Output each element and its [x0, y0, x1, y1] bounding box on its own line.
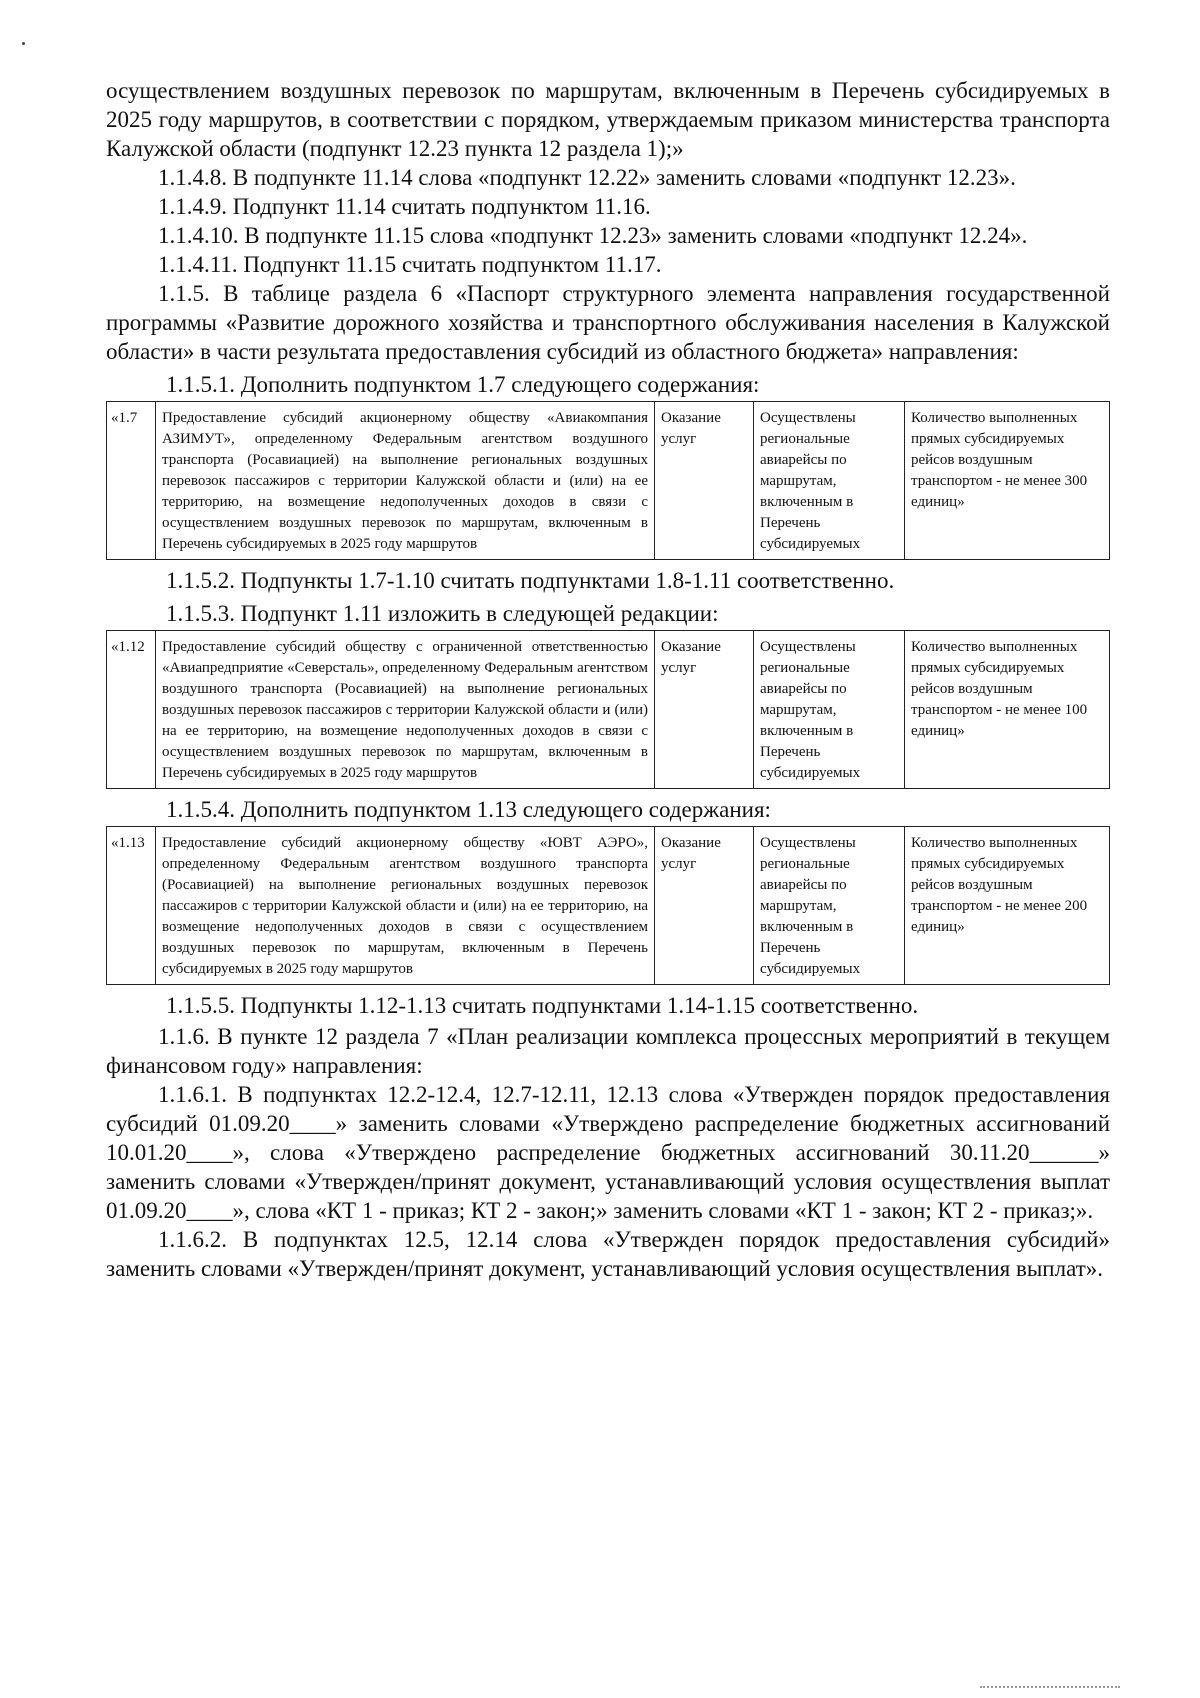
paragraph-1155: 1.1.5.5. Подпункты 1.12-1.13 считать подпунктами 1.14-1.15 соответственно.: [166, 993, 919, 1018]
table-row: [107, 402, 1110, 560]
table-item-1-12: [106, 630, 1110, 789]
item-type: Оказание услуг: [655, 827, 754, 985]
scan-speck: [22, 42, 25, 45]
item-indicator: Количество выполненных прямых субсидируемых рейсов воздушным транспортом - не менее 300 единиц»: [905, 402, 1110, 560]
paragraph-116: 1.1.6. В пункте 12 раздела 7 «План реализации комплекса процессных мероприятий в текущем финансовом году» направления:: [106, 1024, 1110, 1078]
paragraph-11410: 1.1.4.10. В подпункте 11.15 слова «подпункт 12.23» заменить словами «подпункт 12.24».: [158, 223, 1028, 248]
table-row: [107, 631, 1110, 789]
paragraph-115: 1.1.5. В таблице раздела 6 «Паспорт структурного элемента направления государственной программы «Развитие дорожного хозяйства и транспортного обслуживания населения в Калужской области» в части результата предоставления субсидий из областного бюджета» направления:: [106, 281, 1110, 364]
table-item-1-13: [106, 826, 1110, 985]
document-page: [106, 76, 1110, 1283]
paragraph-1151: 1.1.5.1. Дополнить подпунктом 1.7 следующего содержания:: [166, 372, 760, 397]
paragraph-1153: 1.1.5.3. Подпункт 1.11 изложить в следующей редакции:: [166, 601, 719, 626]
item-result: Осуществлены региональные авиарейсы по маршрутам, включенным в Перечень субсидируемых: [754, 827, 905, 985]
item-type: Оказание услуг: [655, 402, 754, 560]
paragraph-11411: 1.1.4.11. Подпункт 11.15 считать подпунктом 11.17.: [158, 252, 662, 277]
paragraph-1148: 1.1.4.8. В подпункте 11.14 слова «подпункт 12.22» заменить словами «подпункт 12.23».: [158, 165, 1016, 190]
item-result: Осуществлены региональные авиарейсы по маршрутам, включенным в Перечень субсидируемых: [754, 402, 905, 560]
paragraph-1154: 1.1.5.4. Дополнить подпунктом 1.13 следующего содержания:: [166, 797, 771, 822]
item-number: «1.12: [107, 631, 156, 789]
item-number: «1.13: [107, 827, 156, 985]
paragraph-1162: 1.1.6.2. В подпунктах 12.5, 12.14 слова «Утвержден порядок предоставления субсидий» заменить словами «Утвержден/принят документ, устанавливающий условия осуществления выплат».: [106, 1227, 1110, 1281]
item-description: Предоставление субсидий обществу с ограниченной ответственностью «Авиапредприятие «Северсталь», определенному Федеральным агентством воздушного транспорта (Росавиацией) на выполнение региональных воздушных перевозок пассажиров с территории Калужской области и (или) на ее территорию, на возмещение недополученных доходов в связи с осуществлением воздушных перевозок по маршрутам, включенным в Перечень субсидируемых в 2025 году маршрутов: [156, 631, 655, 789]
item-indicator: Количество выполненных прямых субсидируемых рейсов воздушным транспортом - не менее 100 единиц»: [905, 631, 1110, 789]
item-description: Предоставление субсидий акционерному обществу «Авиакомпания АЗИМУТ», определенному Федеральным агентством воздушного транспорта (Росавиацией) на выполнение региональных воздушных перевозок пассажиров с территории Калужской области и (или) на ее территорию, на возмещение недополученных доходов в связи с осуществлением воздушных перевозок по маршрутам, включенным в Перечень субсидируемых в 2025 году маршрутов: [156, 402, 655, 560]
item-type: Оказание услуг: [655, 631, 754, 789]
paragraph-1149: 1.1.4.9. Подпункт 11.14 считать подпунктом 11.16.: [158, 194, 651, 219]
scan-artifact: [980, 1686, 1120, 1688]
table-row: [107, 827, 1110, 985]
paragraph-continuation: осуществлением воздушных перевозок по маршрутам, включенным в Перечень субсидируемых в 2025 году маршрутов, в соответствии с порядком, утверждаемым приказом министерства транспорта Калужской области (подпункт 12.23 пункта 12 раздела 1);»: [106, 78, 1110, 161]
item-description: Предоставление субсидий акционерному обществу «ЮВТ АЭРО», определенному Федеральным агентством воздушного транспорта (Росавиацией) на выполнение региональных воздушных перевозок пассажиров с территории Калужской области и (или) на ее территорию, на возмещение недополученных доходов в связи с осуществлением воздушных перевозок по маршрутам, включенным в Перечень субсидируемых в 2025 году маршрутов: [156, 827, 655, 985]
item-result: Осуществлены региональные авиарейсы по маршрутам, включенным в Перечень субсидируемых: [754, 631, 905, 789]
item-indicator: Количество выполненных прямых субсидируемых рейсов воздушным транспортом - не менее 200 единиц»: [905, 827, 1110, 985]
paragraph-1152: 1.1.5.2. Подпункты 1.7-1.10 считать подпунктами 1.8-1.11 соответственно.: [166, 568, 895, 593]
item-number: «1.7: [107, 402, 156, 560]
table-item-1-7: [106, 401, 1110, 560]
paragraph-1161: 1.1.6.1. В подпунктах 12.2-12.4, 12.7-12.11, 12.13 слова «Утвержден порядок предоставления субсидий 01.09.20____» заменить словами «Утверждено распределение бюджетных ассигнований 10.01.20____», слова «Утверждено распределение бюджетных ассигнований 30.11.20______» заменить словами «Утвержден/принят документ, устанавливающий условия осуществления выплат 01.09.20____», слова «КТ 1 - приказ; КТ 2 - закон;» заменить словами «КТ 1 - закон; КТ 2 - приказ;».: [106, 1082, 1110, 1223]
